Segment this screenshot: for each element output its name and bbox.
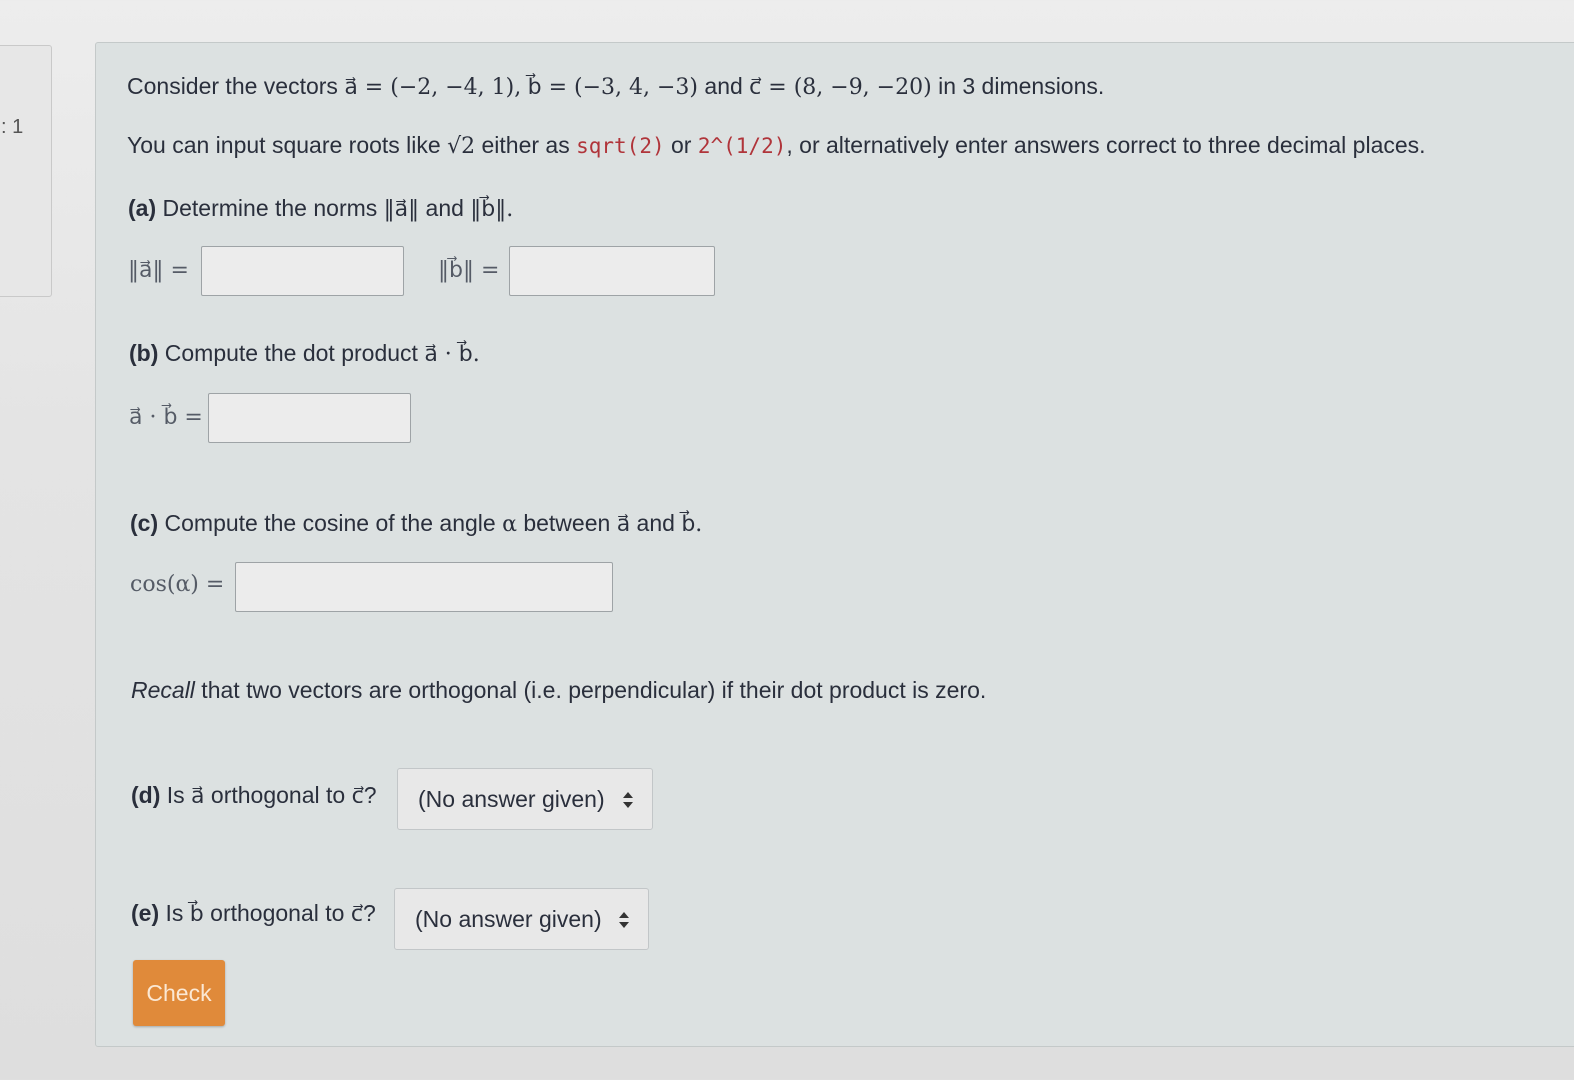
part-b-question — [129, 340, 480, 367]
part-a-label: (a) — [128, 195, 157, 221]
part-e-text: Is — [159, 900, 190, 926]
hint-middle2: or — [664, 132, 698, 158]
sqrt-example: √2 — [447, 134, 476, 159]
part-c-text: Compute the cosine of the angle — [158, 510, 503, 536]
part-e-mid: orthogonal to — [203, 900, 351, 926]
part-c-question — [130, 510, 702, 537]
hint-suffix: , or alternatively enter answers correct to three decimal places. — [786, 132, 1426, 158]
part-e-label: (e) — [131, 900, 160, 926]
check-button[interactable]: Check — [133, 960, 225, 1026]
norm-a-input[interactable] — [201, 246, 404, 296]
part-d-vector-c: c⃗ — [351, 784, 364, 809]
arrow-down-icon — [619, 922, 629, 928]
orthogonal-a-c-select[interactable] — [397, 768, 653, 830]
intro-text — [127, 73, 1104, 100]
part-b-text: Compute the dot product — [158, 340, 425, 366]
vector-a-def: a⃗ = (−2, −4, 1), — [344, 75, 522, 100]
recall-note — [131, 677, 986, 704]
side-number: : 1 — [1, 116, 24, 138]
orthogonal-b-c-select[interactable] — [394, 888, 649, 950]
part-e-question — [131, 900, 376, 927]
arrow-up-icon — [623, 792, 633, 798]
part-d-q: ? — [363, 782, 377, 808]
norm-b-label: ‖b⃗‖ = — [438, 258, 500, 283]
part-a-text: Determine the norms — [156, 195, 384, 221]
recall-italic: Recall — [131, 677, 195, 703]
hint-prefix: You can input square roots like — [127, 132, 448, 158]
hint-middle1: either as — [475, 132, 577, 158]
intro-and: and — [698, 73, 750, 99]
vector-c-def: c⃗ = (8, −9, −20) — [749, 75, 932, 100]
arrow-up-icon — [619, 912, 629, 918]
hint-text — [127, 132, 1426, 159]
arrow-down-icon — [623, 802, 633, 808]
part-d-mid: orthogonal to — [204, 782, 352, 808]
code-sqrt: sqrt(2) — [576, 134, 665, 158]
part-b-label: (b) — [129, 340, 159, 366]
code-power: 2^(1/2) — [697, 134, 787, 158]
norm-a-label: ‖a⃗‖ = — [128, 258, 189, 283]
norm-b-math: ‖b⃗‖. — [470, 197, 514, 222]
alpha-symbol: α — [502, 512, 517, 537]
intro-suffix: in 3 dimensions. — [931, 73, 1105, 99]
part-d-label: (d) — [131, 782, 161, 808]
dot-product-math: a⃗ · b⃗. — [424, 342, 480, 367]
part-c-between: between — [516, 510, 617, 536]
part-d-vector-a: a⃗ — [191, 784, 205, 809]
part-c-and: and — [630, 510, 682, 536]
question-card — [95, 42, 1574, 1047]
part-a-question — [128, 195, 513, 222]
part-c-vector-a: a⃗ — [616, 512, 631, 537]
intro-prefix: Consider the vectors — [127, 73, 345, 99]
dot-product-label: a⃗ · b⃗ = — [129, 405, 203, 430]
cosine-label: cos(α) = — [130, 572, 225, 597]
cosine-input[interactable] — [235, 562, 613, 612]
part-d-text: Is — [160, 782, 192, 808]
norm-b-input[interactable] — [509, 246, 715, 296]
norm-a-math: ‖a⃗‖ — [383, 197, 420, 222]
part-c-label: (c) — [130, 510, 159, 536]
part-e-vector-b: b⃗ — [189, 902, 204, 927]
part-a-and: and — [419, 195, 471, 221]
side-panel — [0, 45, 52, 297]
orthogonal-a-c-value: (No answer given) — [418, 786, 605, 812]
part-e-q: ? — [362, 900, 376, 926]
recall-rest: that two vectors are orthogonal (i.e. perpendicular) if their dot product is zero. — [194, 677, 987, 703]
vector-b-def: b⃗ = (−3, 4, −3) — [527, 75, 699, 100]
part-d-question — [131, 782, 377, 809]
part-e-vector-c: c⃗ — [350, 902, 363, 927]
part-c-vector-b: b⃗. — [681, 512, 703, 537]
orthogonal-b-c-value: (No answer given) — [415, 906, 602, 932]
dot-product-input[interactable] — [208, 393, 411, 443]
